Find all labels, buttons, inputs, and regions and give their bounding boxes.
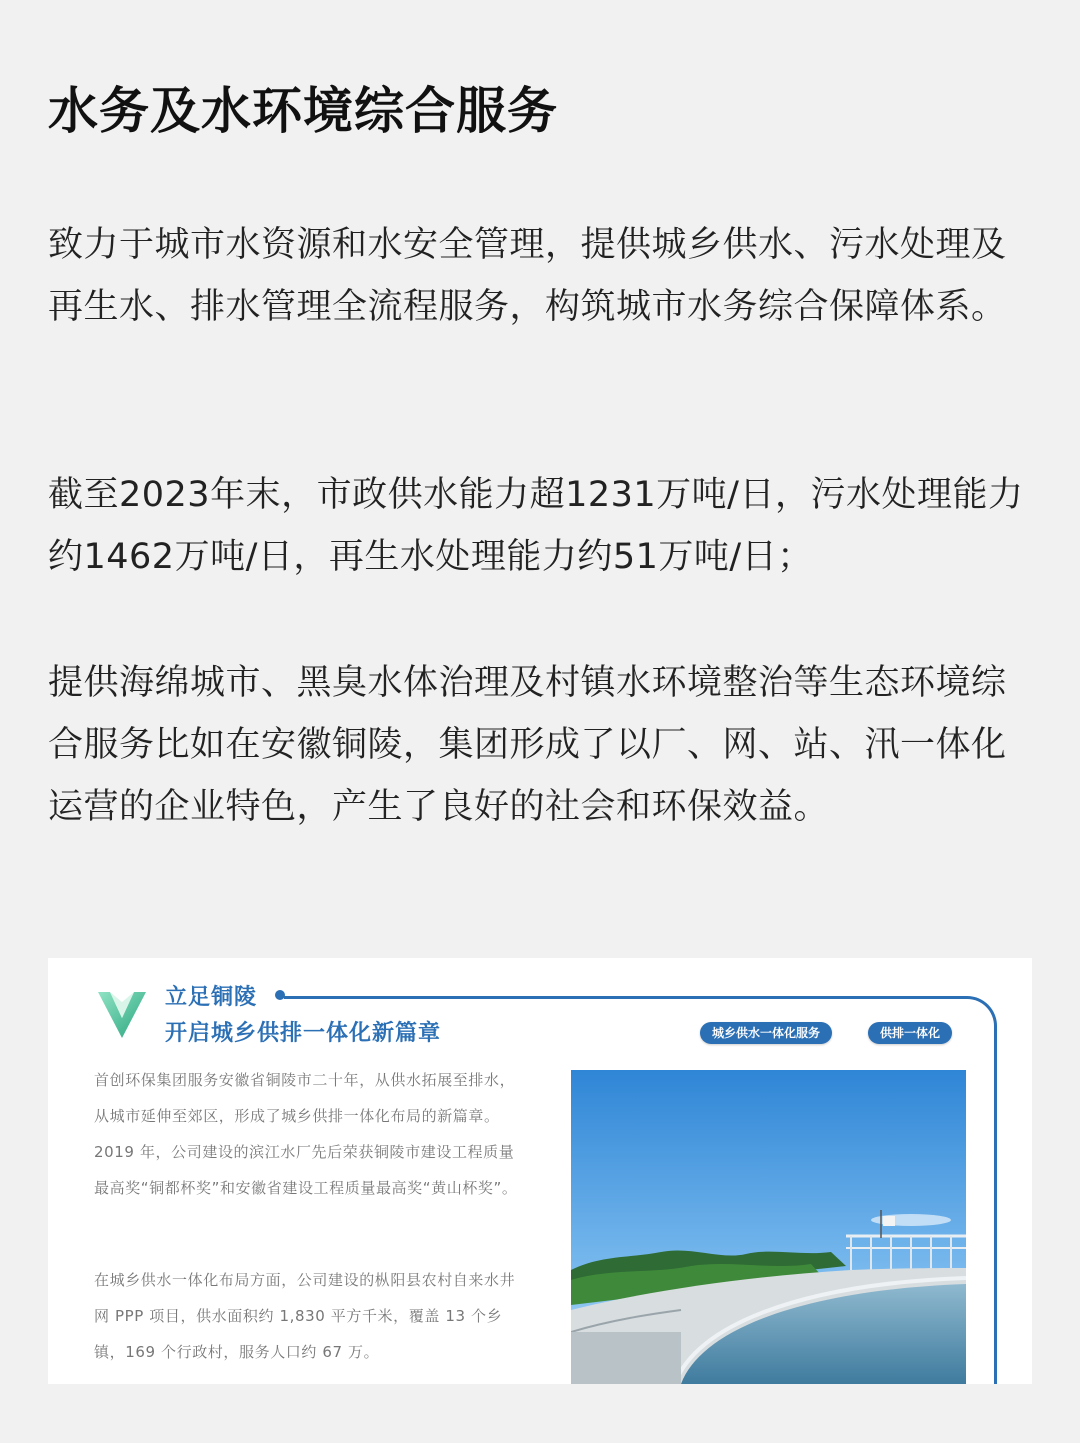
intro-paragraph: 致力于城市水资源和水安全管理，提供城乡供水、污水处理及再生水、排水管理全流程服务，构筑城市水务综合保障体系。 [48, 225, 1007, 327]
water-treatment-tank-photo [571, 1070, 966, 1384]
card-heading-line2: 开启城乡供排一体化新篇章 [165, 1021, 442, 1046]
tag-supply-drainage: 供排一体化 [868, 1022, 952, 1044]
card-body-paragraph-2: 在城乡供水一体化布局方面，公司建设的枞阳县农村自来水井网 PPP 项目，供水面积约 1,830 平方千米，覆盖 13 个乡镇，169 个行政村，服务人口约 67 万。 [94, 1271, 516, 1361]
frame-dot [275, 990, 285, 1000]
eco-service-paragraph: 提供海绵城市、黑臭水体治理及村镇水环境整治等生态环境综合服务比如在安徽铜陵，集团形成了以厂、网、站、汛一体化运营的企业特色，产生了良好的社会和环保效益。 [48, 663, 1007, 827]
capacity-paragraph: 截至2023年末，市政供水能力超1231万吨/日，污水处理能力约1462万吨/日，再生水处理能力约51万吨/日； [48, 475, 1024, 577]
card-heading-line1: 立足铜陵 [165, 985, 258, 1010]
v-chevron-logo-icon [96, 988, 148, 1040]
tag-urban-rural-water-supply: 城乡供水一体化服务 [700, 1022, 832, 1044]
card-body-paragraph-1: 首创环保集团服务安徽省铜陵市二十年，从供水拓展至排水，从城市延伸至郊区，形成了城乡供排一体化布局的新篇章。2019 年，公司建设的滨江水厂先后荣获铜陵市建设工程质量最高奖“铜都杯奖”和安徽省建设工程质量最高奖“黄山杯奖”。 [94, 1071, 518, 1197]
brochure-image-card [48, 958, 1032, 1384]
page-title: 水务及水环境综合服务 [48, 82, 558, 140]
